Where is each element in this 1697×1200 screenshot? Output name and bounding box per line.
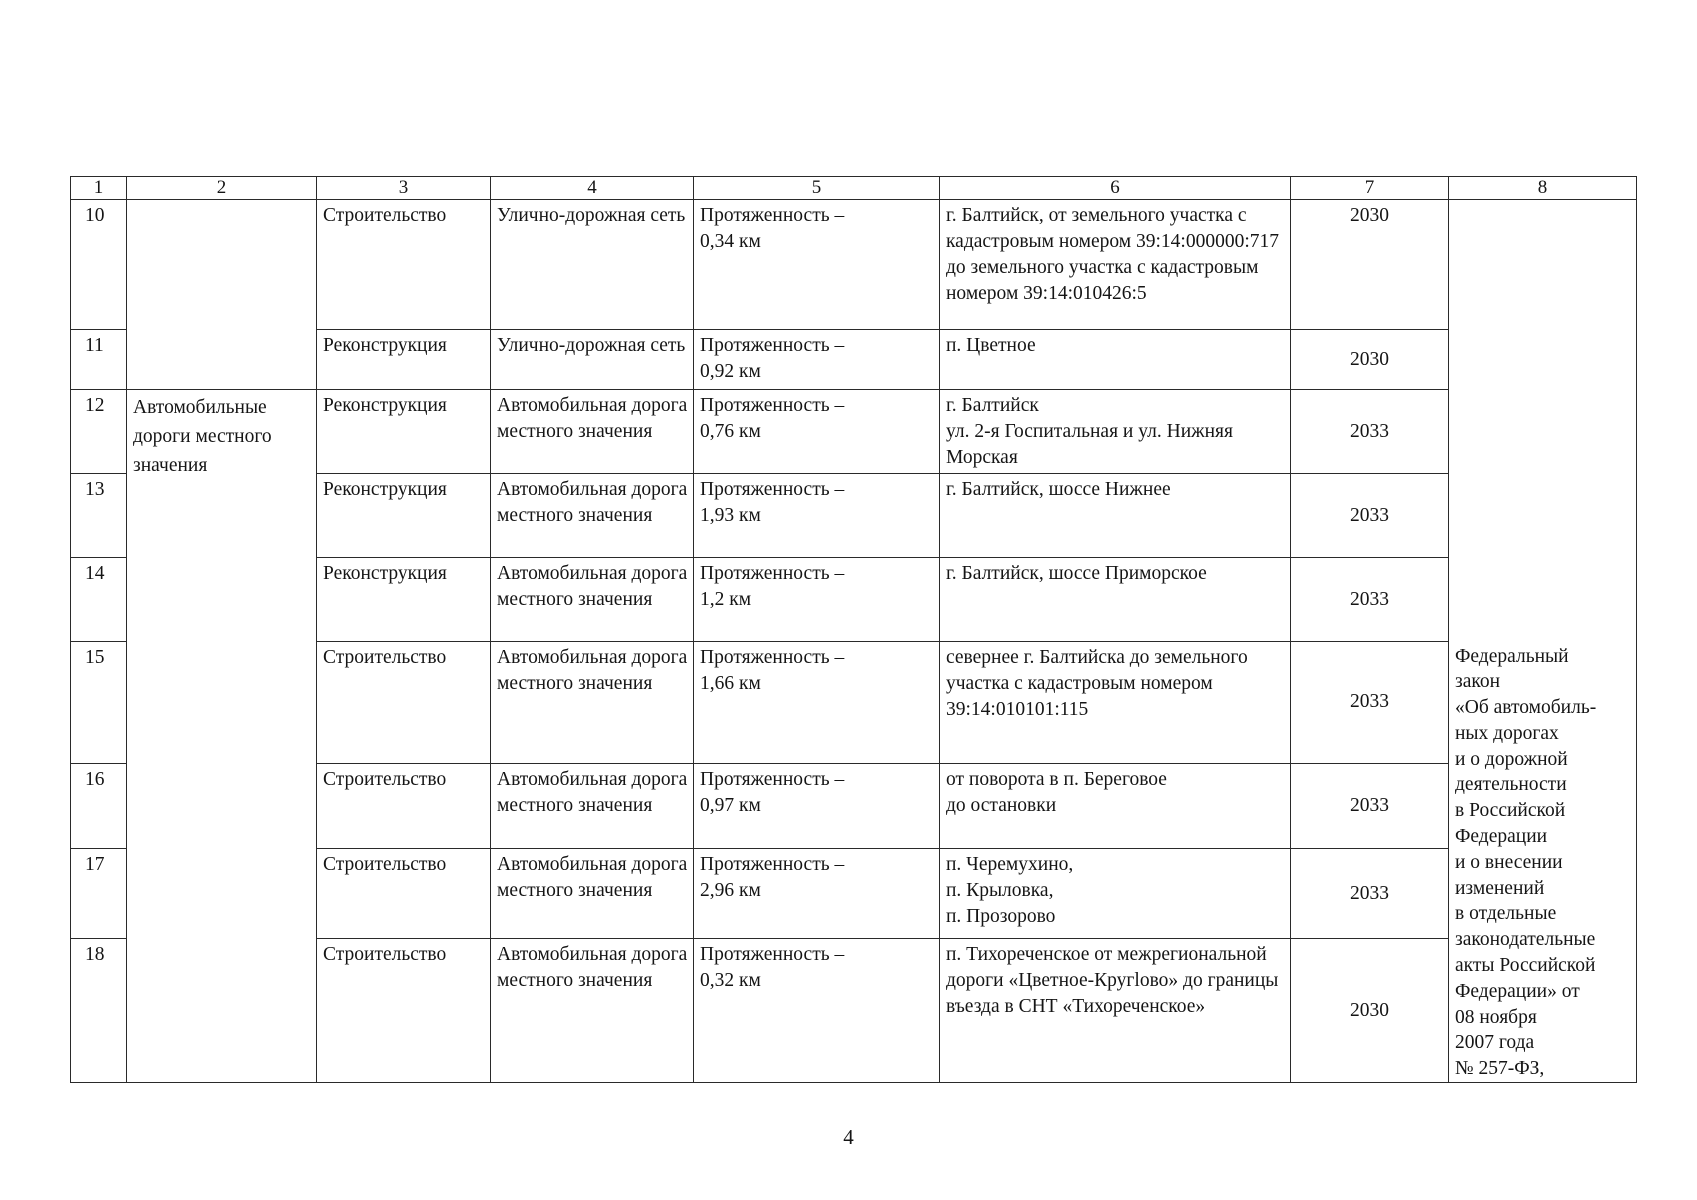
work-type: Реконструкция — [317, 474, 491, 558]
location: г. Балтийск, шоссе Нижнее — [940, 474, 1291, 558]
work-type: Реконструкция — [317, 390, 491, 474]
completion-year: 2030 — [1291, 330, 1449, 390]
object-name: Автомобильная дорога местного значения — [491, 642, 694, 764]
work-type: Реконструкция — [317, 558, 491, 642]
column-number: 7 — [1291, 177, 1449, 200]
completion-year: 2033 — [1291, 474, 1449, 558]
object-name: Улично-дорожная сеть — [491, 330, 694, 390]
work-type: Строительство — [317, 642, 491, 764]
column-number: 8 — [1449, 177, 1637, 200]
column-number: 4 — [491, 177, 694, 200]
location: п. Черемухино, п. Крыловка, п. Прозорово — [940, 849, 1291, 939]
object-name: Автомобильная дорога местного значения — [491, 939, 694, 1083]
length: Протяженность – 1,93 км — [694, 474, 940, 558]
location: г. Балтийск ул. 2-я Госпитальная и ул. Нижняя Морская — [940, 390, 1291, 474]
object-name: Автомобильная дорога местного значения — [491, 849, 694, 939]
object-name: Автомобильная дорога местного значения — [491, 763, 694, 849]
length: Протяженность – 0,32 км — [694, 939, 940, 1083]
row-number: 12 — [71, 390, 127, 474]
column-number: 2 — [127, 177, 317, 200]
row-number: 16 — [71, 763, 127, 849]
row-number: 13 — [71, 474, 127, 558]
category-label: Автомобильные дороги местного значения — [127, 390, 317, 1083]
table-row — [71, 390, 1637, 474]
row-number: 18 — [71, 939, 127, 1083]
object-name: Автомобильная дорога местного значения — [491, 390, 694, 474]
table-row — [71, 200, 1637, 330]
legal-basis-empty — [1449, 200, 1637, 642]
length: Протяженность – 2,96 км — [694, 849, 940, 939]
completion-year: 2033 — [1291, 849, 1449, 939]
length: Протяженность – 0,76 км — [694, 390, 940, 474]
row-number: 14 — [71, 558, 127, 642]
work-type: Строительство — [317, 939, 491, 1083]
completion-year: 2030 — [1291, 200, 1449, 330]
object-name: Улично-дорожная сеть — [491, 200, 694, 330]
completion-year: 2033 — [1291, 642, 1449, 764]
column-number-row — [71, 177, 1637, 200]
column-number: 6 — [940, 177, 1291, 200]
row-number: 10 — [71, 200, 127, 330]
category-cell-empty — [127, 200, 317, 390]
completion-year: 2030 — [1291, 939, 1449, 1083]
length: Протяженность – 1,66 км — [694, 642, 940, 764]
completion-year: 2033 — [1291, 390, 1449, 474]
page-number: 4 — [843, 1125, 854, 1149]
column-number: 3 — [317, 177, 491, 200]
planned-objects-table — [70, 176, 1637, 1083]
location: г. Балтийск, от земельного участка с кадастровым номером 39:14:000000:717 до земельного участка с кадастровым номером 39:14:010426:5 — [940, 200, 1291, 330]
location: севернее г. Балтийска до земельного участка с кадастровым номером 39:14:010101:115 — [940, 642, 1291, 764]
length: Протяженность – 0,92 км — [694, 330, 940, 390]
row-number: 17 — [71, 849, 127, 939]
row-number: 11 — [71, 330, 127, 390]
location: п. Цветное — [940, 330, 1291, 390]
length: Протяженность – 0,34 км — [694, 200, 940, 330]
location: п. Тихореченское от межрегиональной дороги «Цветное-Кругlово» до границы въезда в СНТ «Тихореченское» — [940, 939, 1291, 1083]
work-type: Строительство — [317, 763, 491, 849]
work-type: Реконструкция — [317, 330, 491, 390]
row-number: 15 — [71, 642, 127, 764]
location: г. Балтийск, шоссе Приморское — [940, 558, 1291, 642]
legal-basis: Федеральный закон «Об автомобиль- ных дорогах и о дорожной деятельности в Российской Федерации и о внесении изменений в отдельные законодательные акты Российской Федерации» от 08 ноября 2007 года № 257-ФЗ, — [1449, 642, 1637, 1083]
work-type: Строительство — [317, 200, 491, 330]
completion-year: 2033 — [1291, 558, 1449, 642]
length: Протяженность – 0,97 км — [694, 763, 940, 849]
object-name: Автомобильная дорога местного значения — [491, 474, 694, 558]
work-type: Строительство — [317, 849, 491, 939]
completion-year: 2033 — [1291, 763, 1449, 849]
column-number: 1 — [71, 177, 127, 200]
object-name: Автомобильная дорога местного значения — [491, 558, 694, 642]
column-number: 5 — [694, 177, 940, 200]
location: от поворота в п. Береговое до остановки — [940, 763, 1291, 849]
length: Протяженность – 1,2 км — [694, 558, 940, 642]
